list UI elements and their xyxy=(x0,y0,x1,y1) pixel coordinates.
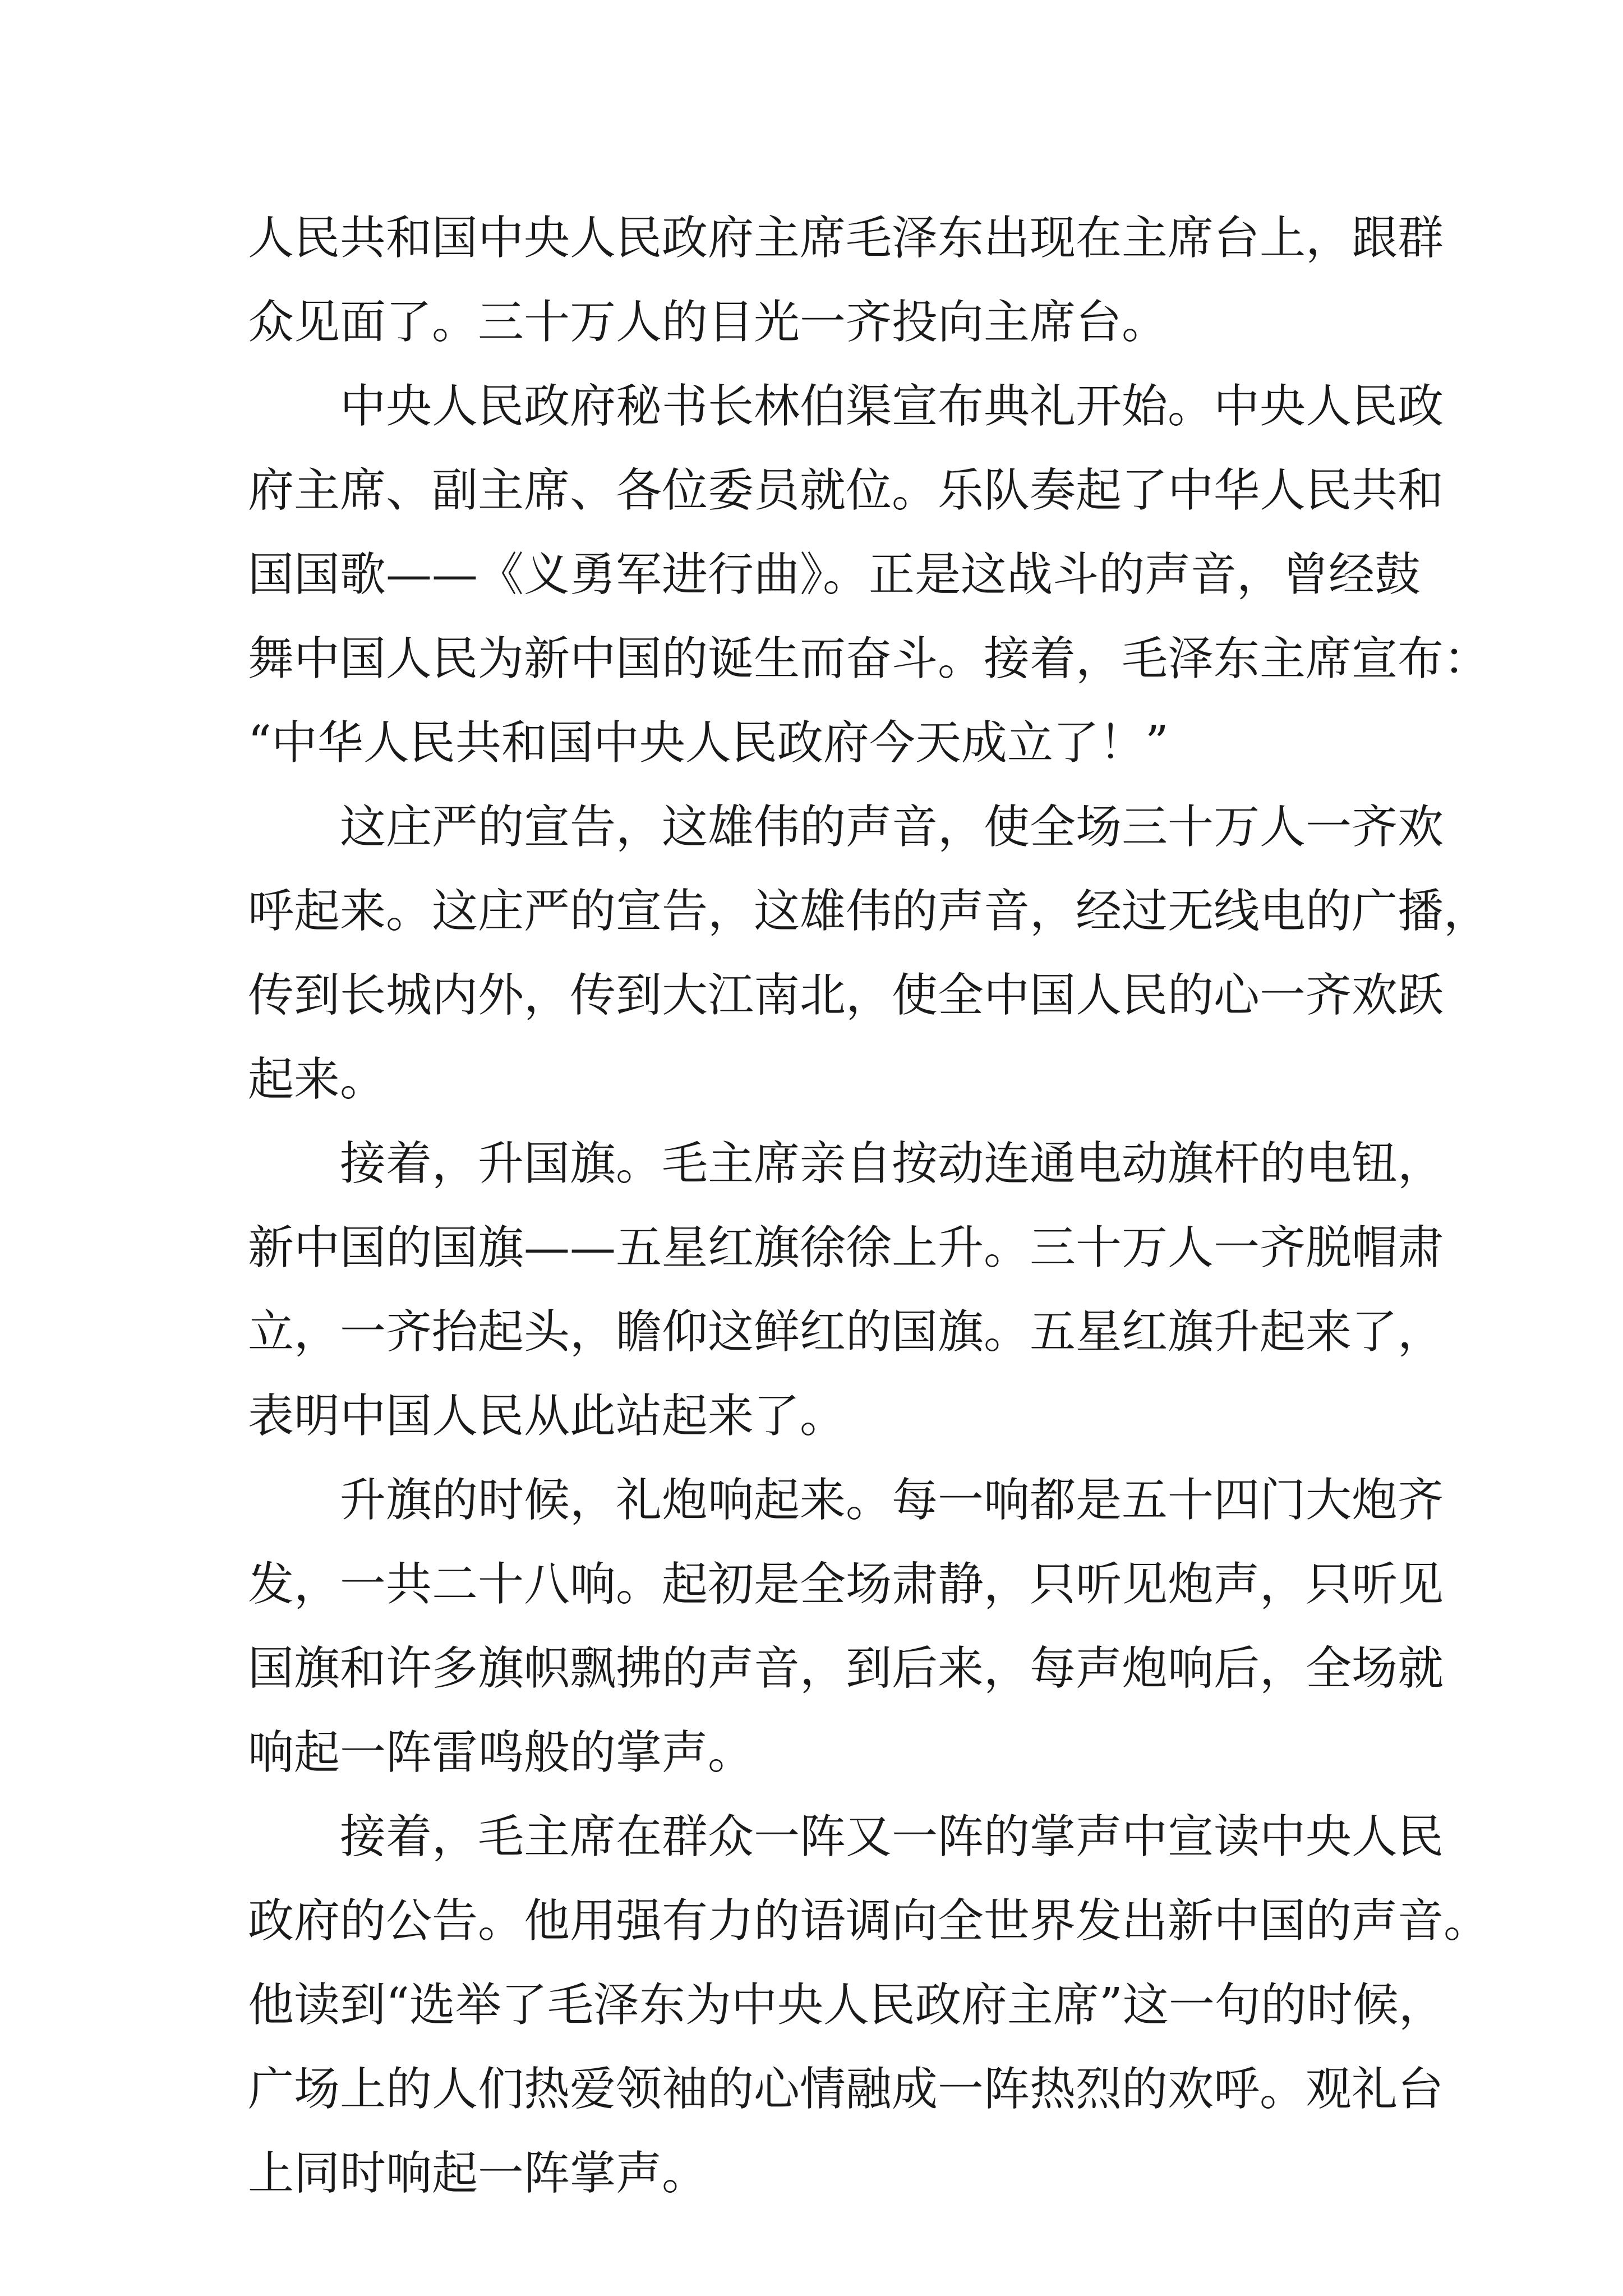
text-line: 呼起来。这庄严的宣告，这雄伟的声音，经过无线电的广播， xyxy=(248,885,1490,938)
text-line: 表明中国人民从此站起来了。 xyxy=(248,1389,846,1443)
paragraph-6 xyxy=(248,1795,1490,2216)
text-line: 人民共和国中央人民政府主席毛泽东出现在主席台上，跟群 xyxy=(248,211,1444,265)
text-line: 新中国的国旗——五星红旗徐徐上升。三十万人一齐脱帽肃 xyxy=(248,1221,1444,1274)
text-line: 这庄严的宣告，这雄伟的声音，使全场三十万人一齐欢 xyxy=(340,800,1444,854)
text-line: 响起一阵雷鸣般的掌声。 xyxy=(248,1726,754,1779)
text-line: 传到长城内外，传到大江南北，使全中国人民的心一齐欢跃 xyxy=(248,969,1444,1022)
paragraph-2 xyxy=(248,365,1490,785)
text-line: 众见面了。三十万人的目光一齐投向主席台。 xyxy=(248,296,1168,349)
text-line: 国旗和许多旗帜飘拂的声音，到后来，每声炮响后，全场就 xyxy=(248,1642,1444,1695)
text-line: 发，一共二十八响。起初是全场肃静，只听见炮声，只听见 xyxy=(248,1558,1444,1611)
body-text xyxy=(248,196,1490,2216)
paragraph-4 xyxy=(248,1122,1444,1458)
text-line: 国国歌——《义勇军进行曲》。正是这战斗的声音，曾经鼓 xyxy=(248,548,1421,601)
text-line: 接着，毛主席在群众一阵又一阵的掌声中宣读中央人民 xyxy=(340,1810,1444,1864)
paragraph-3 xyxy=(248,785,1490,1122)
text-line: “中华人民共和国中央人民政府今天成立了！” xyxy=(248,716,1169,770)
paragraph-1 xyxy=(248,196,1444,365)
text-line: 中央人民政府秘书长林伯渠宣布典礼开始。中央人民政 xyxy=(340,380,1444,433)
text-line: 起来。 xyxy=(248,1053,386,1106)
text-line: 接着，升国旗。毛主席亲自按动连通电动旗杆的电钮， xyxy=(340,1137,1444,1190)
text-line: 立，一齐抬起头，瞻仰这鲜红的国旗。五星红旗升起来了， xyxy=(248,1305,1444,1359)
text-line: 府主席、副主席、各位委员就位。乐队奏起了中华人民共和 xyxy=(248,464,1444,517)
text-line: 上同时响起一阵掌声。 xyxy=(248,2147,708,2200)
text-line: 政府的公告。他用强有力的语调向全世界发出新中国的声音。 xyxy=(248,1894,1490,1948)
text-line: 他读到“选举了毛泽东为中央人民政府主席”这一句的时候， xyxy=(248,1978,1445,2032)
text-line: 广场上的人们热爱领袖的心情融成一阵热烈的欢呼。观礼台 xyxy=(248,2063,1444,2116)
paragraph-5 xyxy=(248,1458,1444,1795)
text-line: 升旗的时候，礼炮响起来。每一响都是五十四门大炮齐 xyxy=(340,1474,1444,1527)
text-line: 舞中国人民为新中国的诞生而奋斗。接着，毛泽东主席宣布： xyxy=(248,632,1490,685)
